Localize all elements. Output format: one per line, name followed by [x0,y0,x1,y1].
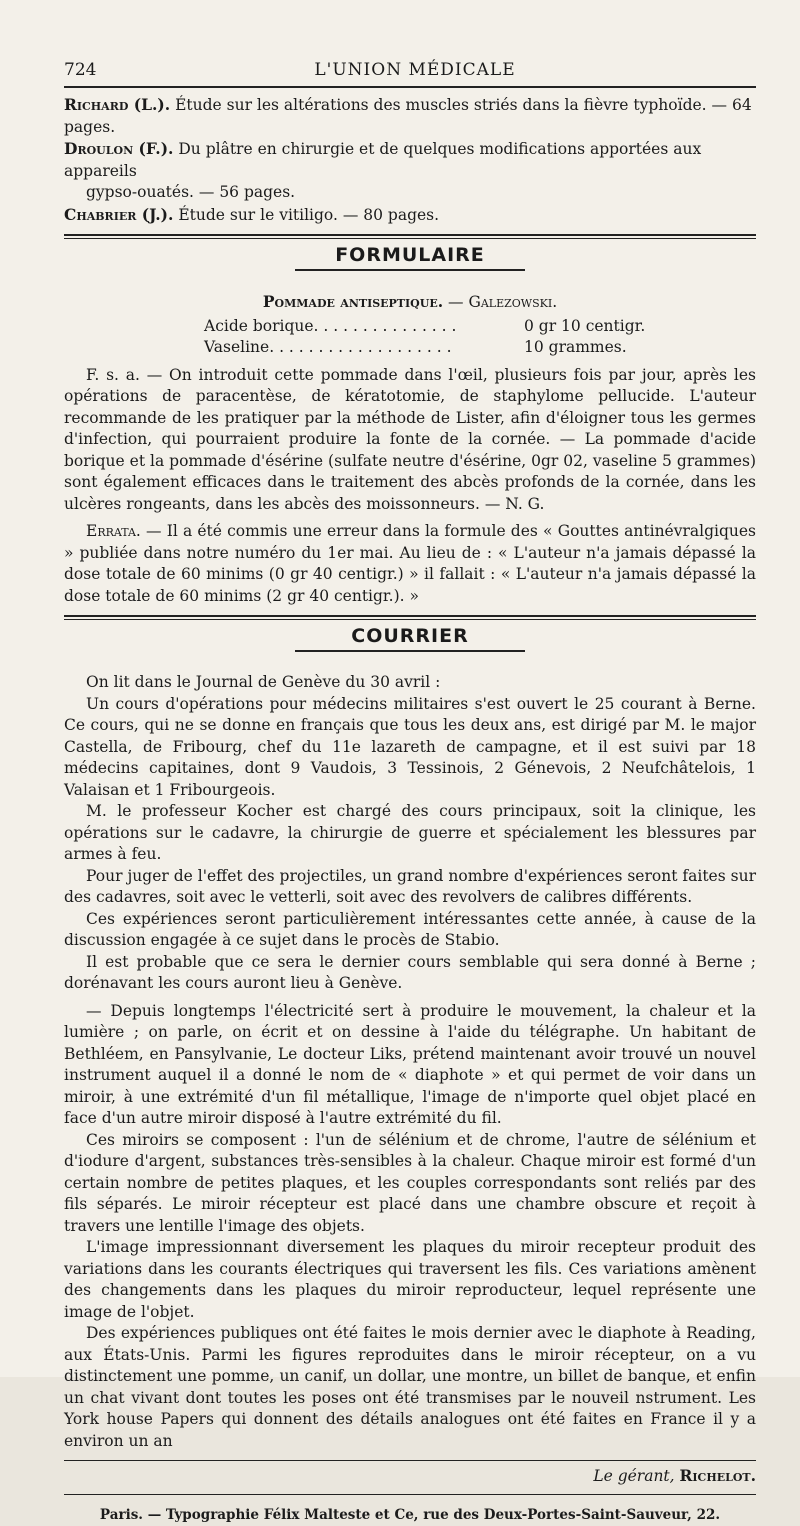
courrier-paragraph: Pour juger de l'effet des projectiles, un grand nombre d'expériences seront faites sur des cadavres, soit avec le vetterli, soit avec des revolvers de calibres différents. [64,866,756,909]
courrier-paragraph: — Depuis longtemps l'électricité sert à produire le mouvement, la chaleur et la lumière ; on parle, on écrit et on dessine à l'aide du télégraphe. Un habitant de Bethléem, en Pansylvanie, Le docteur Liks, prétend maintenant avoir trouvé un nouvel instrument auquel il a donné le nom de « diaphote » et qui permet de voir dans un miroir, à une extrémité d'un fil métallique, l'image de n'importe quel objet placé en face d'un autre miroir disposé à l'autre extrémité du fil. [64,1001,756,1130]
errata-paragraph [64,521,756,607]
section-title-formulaire: FORMULAIRE [64,245,756,267]
recipe-instructions: F. s. a. — On introduit cette pommade dans l'œil, plusieurs fois par jour, après les opérations de paracentèse, de kératotomie, de staphylome pellucide. L'auteur recommande de les pratiquer par la méthode de Lister, afin d'éloigner tous les germes d'infection, qui pourraient produire la fonte de la cornée. — La pommade d'acide borique et la pommade d'ésérine (sulfate neutre d'ésérine, 0gr 02, vaseline 5 grammes) sont également efficaces dans le traitement des abcès profonds de la cornée, dans les ulcères rongeants, dans les abcès des moissonneurs. — N. G. [64,365,756,516]
ingredient-name: Vaseline. . . . . . . . . . . . . . . . . . . [204,337,524,359]
reference-entry [64,204,756,227]
reference-entry [64,94,756,138]
recipe-title [64,291,756,314]
journal-title: L'UNION MÉDICALE [144,60,756,82]
reference-continuation: gypso-ouatés. — 56 pages. [64,182,756,204]
ingredient-row [204,316,674,338]
double-rule [64,615,756,620]
recipe-name: Pommade antiseptique. [263,292,443,311]
printer-imprint: Paris. — Typographie Félix Malteste et Ce, rue des Deux-Portes-Saint-Sauveur, 22. [64,1494,756,1526]
courrier-paragraph: Il est probable que ce sera le dernier cours semblable qui sera donné à Berne ; dorénavant les cours auront lieu à Genève. [64,952,756,995]
page-content [64,60,756,1526]
footer-rule [64,1460,756,1461]
reference-author: Chabrier (J.). [64,205,173,224]
reference-text: Étude sur le vitiligo. — 80 pages. [178,206,439,224]
courrier-paragraph: Un cours d'opérations pour médecins militaires s'est ouvert le 25 courant à Berne. Ce cours, qui ne se donne en français que tous les deux ans, est dirigé par M. le major Castella, de Fribourg, chef du 11e lazareth de campagne, et il est suivi par 18 médecins capitaines, dont 9 Vaudois, 3 Tessinois, 2 Génevois, 2 Neufchâtelois, 1 Valaisan et 1 Fribourgeois. [64,694,756,802]
courrier-paragraph: Ces expériences seront particulièrement intéressantes cette année, à cause de la discussion engagée à ce sujet dans le procès de Stabio. [64,909,756,952]
ingredient-name: Acide borique. . . . . . . . . . . . . . . [204,316,524,338]
signed-label: Le gérant, [593,1467,674,1485]
signed-name: Richelot. [680,1466,756,1485]
courrier-paragraph: L'image impressionnant diversement les plaques du miroir recepteur produit des variations dans les courants électriques qui traversent les fils. Ces variations amènent des changements dans les plaques du miroir reproducteur, lequel représente une image de l'objet. [64,1237,756,1323]
title-underline [295,650,525,652]
courrier-paragraph: Ces miroirs se composent : l'un de sélénium et de chrome, l'autre de sélénium et d'iodure d'argent, substances très-sensibles à la chaleur. Chaque miroir est formé d'un certain nombre de petites plaques, et les couples correspondants sont reliés par des fils séparés. Le miroir récepteur est placé dans une chambre obscure et reçoit à travers une lentille l'image des objets. [64,1130,756,1238]
reference-text: Du plâtre en chirurgie et de quelques modifications apportées aux appareils [64,140,701,180]
formulaire-heading-block [64,245,756,291]
thesis-list [64,94,756,226]
signature-line [64,1465,756,1488]
reference-text: Étude sur les altérations des muscles striés dans la fièvre typhoïde. — 64 pages. [64,96,752,136]
ingredient-quantity: 10 grammes. [524,337,674,359]
errata-text: — Il a été commis une erreur dans la formule des « Gouttes antinévralgiques » publiée dans notre numéro du 1er mai. Au lieu de : « L'auteur n'a jamais dépassé la dose totale de 60 minims (0 gr 40 centigr.) » il fallait : « L'auteur n'a jamais dépassé la dose totale de 60 minims (2 gr 40 centigr.). » [64,522,756,605]
courrier-paragraph: On lit dans le Journal de Genève du 30 avril : [64,672,756,694]
courrier-paragraph: M. le professeur Kocher est chargé des cours principaux, soit la clinique, les opérations sur le cadavre, la chirurgie de guerre et spécialement les blessures par armes à feu. [64,801,756,866]
double-rule [64,234,756,239]
courrier-paragraph: Des expériences publiques ont été faites le mois dernier avec le diaphote à Reading, aux États-Unis. Parmi les figures reproduites dans le miroir récepteur, on a vu distinctement une pomme, un canif, un dollar, une montre, un billet de banque, et enfin un chat vivant dont toutes les poses ont été transmises par le nouveil nstrument. Les York house Papers qui donnent des détails analogues ont été faites en France il y a environ un an [64,1323,756,1452]
reference-author: Richard (L.). [64,95,170,114]
ingredient-quantity: 0 gr 10 centigr. [524,316,674,338]
errata-label: Errata. [86,522,141,540]
title-underline [295,269,525,271]
reference-entry [64,138,756,182]
ingredient-row [204,337,674,359]
recipe-author: — Galezowski. [448,293,557,311]
reference-author: Droulon (F.). [64,139,173,158]
courrier-heading-block [64,626,756,672]
section-title-courrier: COURRIER [64,626,756,648]
running-header [64,60,756,88]
page-number: 724 [64,60,144,82]
